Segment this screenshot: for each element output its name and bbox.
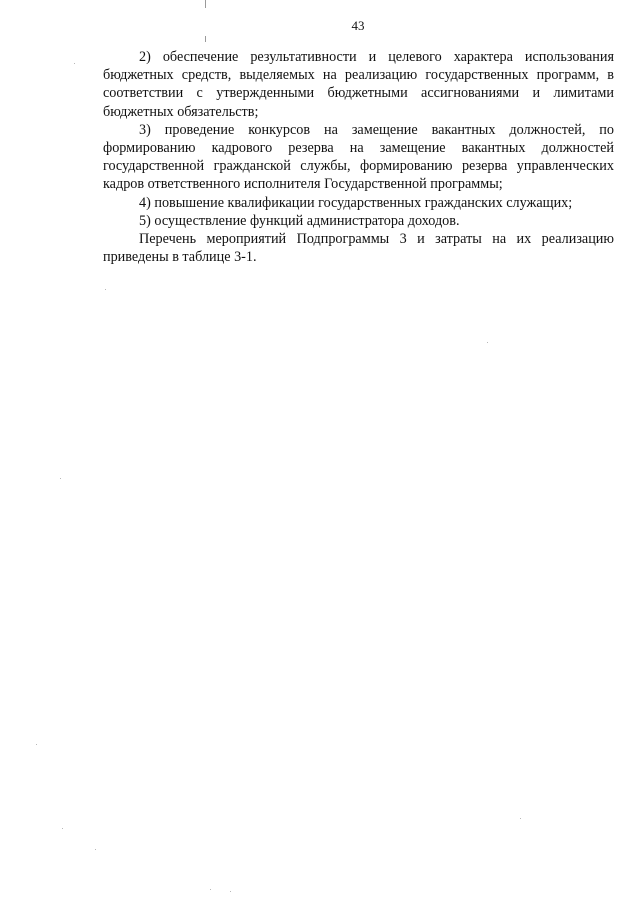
scan-speck — [520, 818, 521, 819]
scan-speck — [105, 289, 106, 290]
paragraph-item-4: 4) повышение квалификации государственных гражданских служащих; — [139, 194, 573, 211]
paragraph-item-2: 2) обеспечение результативности и целевого характера использования бюджетных средств, выделяемых на реализацию государственных программ, в соответствии с утвержденными бюджетными ассигнованиями и лимитами бюджетных обязательств; — [103, 49, 614, 120]
body-text — [103, 48, 614, 266]
paragraph-table-reference: Перечень мероприятий Подпрограммы 3 и затраты на их реализацию приведены в таблице 3-1. — [103, 231, 614, 266]
scan-mark — [205, 0, 206, 8]
paragraph-item-5: 5) осуществление функций администратора доходов. — [139, 212, 460, 229]
scan-speck — [95, 849, 96, 850]
scan-speck — [230, 891, 231, 892]
scan-mark — [205, 36, 206, 42]
scan-speck — [74, 63, 75, 64]
page-number: 43 — [351, 18, 365, 33]
scan-speck — [487, 342, 488, 343]
scan-speck — [60, 478, 61, 479]
scan-speck — [62, 828, 63, 829]
paragraph-item-3: 3) проведение конкурсов на замещение вакантных должностей, по формированию кадрового резерва на замещение вакантных должностей государственной гражданской службы, формированию резерва управленческих кадров ответственного исполнителя Государственной программы; — [103, 121, 614, 193]
scan-speck — [210, 889, 211, 890]
scan-speck — [36, 744, 37, 745]
